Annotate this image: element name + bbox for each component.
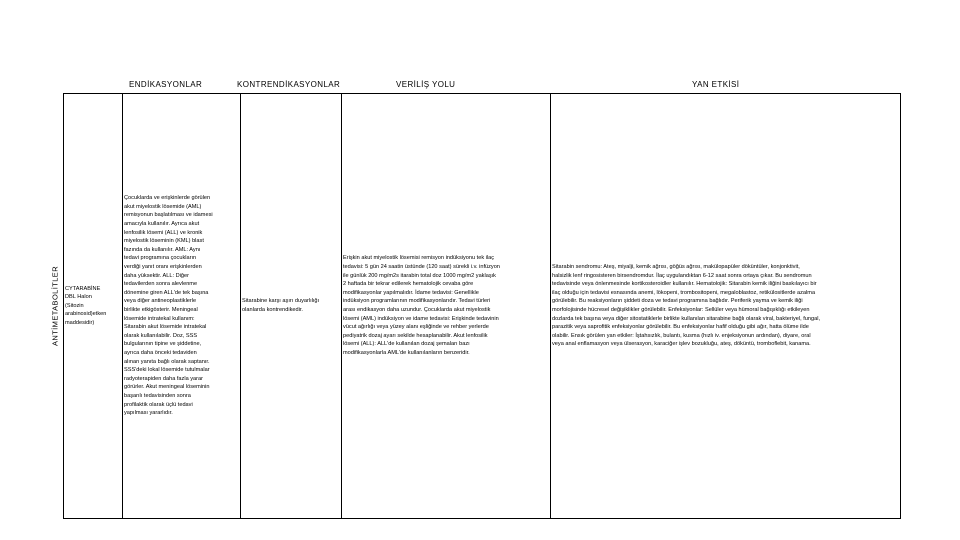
indications-cell xyxy=(123,94,241,519)
row-label: ANTİMETABOLİTLER xyxy=(50,265,59,347)
drug-table xyxy=(63,93,901,519)
table-row xyxy=(64,94,901,519)
contraindications-text: Sitarabine karşı aşırı duyarlılığı olanlarda kontrendikedir. xyxy=(242,298,320,313)
header-route: VERİLİŞ YOLU xyxy=(396,80,456,89)
drug-name: CYTARABİNE DBL Halon (Sitozin arabinosid)etken maddesidir) xyxy=(65,285,107,326)
side-effects-text: Sitarabin sendromu: Ateş, miyalji, kemik ağrısı, göğüs ağrısı, makülopapüler döküntüler, konjonktivit, halsizlik lenf ringosisteren birsendromdur. İlaç uygulandıktan 6-12 saat sonra ortaya çıkar. Bu sendromun tedavisinde veya önlenmesinde kortikosteroidler kullanılır. Hematolojik: Sitarabin kemik iliğini baskılayıcı bir ilaç olduğu için tedavisi esnasında anemi, lökopeni, trombositopeni, megaloblastoz, retikülositlerde azalma görülebilir. Bu reaksiyonların şiddeti doza ve tedavi programına bağlıdır. Periferik yayma ve kemik iliği morfolojisinde hücresel değişiklikler görülebilir. Enfeksiyonlar: Sellüler veya hümoral bağışıklığı etkileyen dozlarda tek başına veya diğer sitostatiklerle birlikte kullanılan sitarabine bağlı olarak viral, bakteriyel, fungal, parazitik veya saprofitik enfeksiyonlar görülebilir. Bu enfeksiyonlar hafif olduğu gibi ağır, hatta ölüme ilde olabilir. Ensık görülen yan etkiler: İştahsızlık, bulantı, kusma (hızlı iv. enjeksiyonun ardından), diyare, oral veya anal enflamasyon veya ülserasyon, karaciğer işlev bozukluğu, ateş, döküntü, tromboflebit, kanama. xyxy=(552,264,821,348)
header-indications: ENDİKASYONLAR xyxy=(129,80,203,89)
header-contraindications: KONTRENDİKASYONLAR xyxy=(237,80,341,89)
row-label-cell xyxy=(46,93,63,519)
drug-cell xyxy=(64,94,123,519)
route-cell xyxy=(342,94,551,519)
contraindications-cell xyxy=(241,94,342,519)
route-text: Erişkin akut miyelostik lösemisi remisyon indüksiyonu tek ilaç tedavisi: 5 gün 24 saatin üstünde (120 saat) sürekli i.v. infüzyon ile günlük 200 mg/m2s itarabin total doz 1000 mg/m2 yaklaşık 2 haftada bir tekrar edilerek hematolojik cevaba göre modifikasyonlar yapılmalıdır. İdame tedavisi: Genellikle indüksiyon programlarının modifikasyonlarıdır. Tedavi türleri arası endikasyon daha uzundur. Çocuklarda akut miyelostik lösemi (AML) indüksiyon ve idame tedavisi: Erişkinde tedavinin vücut ağırlığı veya yüzey alanı eşliğinde ve rehber yerlerde pediyatrik dozaj ayarı sekilde hesaplanabilir. Akut lenfosilik lösemi (ALL): ALL'de kullanılan dozaj şemaları bazı modifikasyonlarla AML'de kullanılanların benzeridir. xyxy=(343,255,500,356)
indications-text: Çocuklarda ve erişkinlerde görülen akut miyelostik lösemide (AML) remisyonun başlatılması ve idamesi amacıyla kullanılır. Ayrıca akut lenfosilik lösemi (ALL) ve kronik miyelostik löseminin (KML) blast fazında da kullanılır. AML: Aynı tedavi programına çocukların verdiği yanıt oranı erişkinlerden daha yüksektir. ALL: Diğer tedavilerden sonra alevlenme dönemine giren ALL'de tek başına veya diğer antineoplastiklerle birlikte etkigösterir. Meningeal lösemide intratekal kullanım: Sitarabin akut lösemide intratekal olarak kullanılabilir. Doz, SSS bulgularının tipine ve şiddetine, ayrıca daha önceki tedaviden alınan yanıta bağlı olarak saptanır. SSS'deki lokal lösemide tutulmalar radyoterapiden daha fazla yarar görürler. Akut meningeal löseminin başarılı tedavisinden sonra profilaktik olarak üçlü tedavi yapılması yararlıdır. xyxy=(124,195,213,417)
header-side-effects: YAN ETKİSİ xyxy=(692,80,740,89)
side-effects-cell xyxy=(551,94,901,519)
